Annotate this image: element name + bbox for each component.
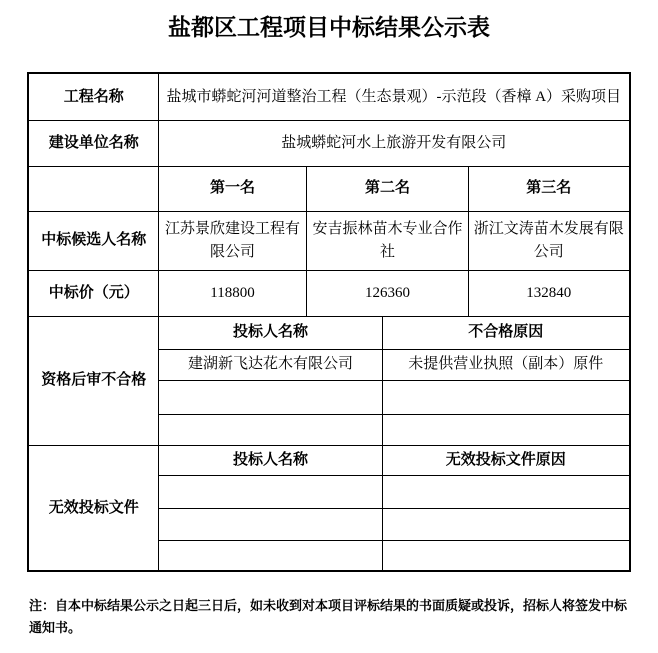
candidate-1-cell: 江苏景欣建设工程有限公司 <box>158 211 306 270</box>
footer-note: 注：自本中标结果公示之日起三日后，如未收到对本项目评标结果的书面质疑或投诉，招标人将签发中标通知书。 <box>29 598 628 635</box>
project-name-value: 盐城市蟒蛇河河道整治工程（生态景观）-示范段（香樟 A）采购项目 <box>158 73 629 120</box>
rank-3-header: 第三名 <box>468 166 629 211</box>
disqualified-bidder-header: 投标人名称 <box>158 316 382 349</box>
candidates-row <box>28 211 629 270</box>
owner-label: 建设单位名称 <box>28 120 158 166</box>
project-name-label: 工程名称 <box>28 73 158 120</box>
invalid-bidder-cell <box>158 540 382 571</box>
rank-header-row <box>28 166 629 211</box>
invalid-header-row <box>28 445 629 475</box>
candidate-2-cell: 安吉振林苗木专业合作社 <box>306 211 468 270</box>
disqualified-bidder-cell <box>158 380 382 414</box>
disqualified-bidder-cell: 建湖新飞达花木有限公司 <box>158 349 382 380</box>
price-row <box>28 270 629 316</box>
price-label: 中标价（元） <box>28 270 158 316</box>
disqualified-header-row <box>28 316 629 349</box>
candidates-label: 中标候选人名称 <box>28 211 158 270</box>
invalid-bidder-cell <box>158 475 382 508</box>
price-1-cell: 118800 <box>158 270 306 316</box>
rank-1-header: 第一名 <box>158 166 306 211</box>
price-2-cell: 126360 <box>306 270 468 316</box>
invalid-reason-header: 无效投标文件原因 <box>382 445 629 475</box>
disqualified-bidder-cell <box>158 414 382 445</box>
disqualified-reason-header: 不合格原因 <box>382 316 629 349</box>
rank-2-header: 第二名 <box>306 166 468 211</box>
invalid-section-label: 无效投标文件 <box>28 445 158 571</box>
price-3-cell: 132840 <box>468 270 629 316</box>
disqualified-reason-cell: 未提供营业执照（副本）原件 <box>382 349 629 380</box>
invalid-reason-cell <box>382 508 629 540</box>
invalid-bidder-header: 投标人名称 <box>158 445 382 475</box>
disqualified-section-label: 资格后审不合格 <box>28 316 158 445</box>
owner-row <box>28 120 629 166</box>
disqualified-reason-cell <box>382 414 629 445</box>
candidate-3-cell: 浙江文涛苗木发展有限公司 <box>468 211 629 270</box>
disqualified-reason-cell <box>382 380 629 414</box>
invalid-reason-cell <box>382 475 629 508</box>
invalid-bidder-cell <box>158 508 382 540</box>
page-title: 盐都区工程项目中标结果公示表 <box>168 15 490 40</box>
bid-result-table <box>27 72 630 572</box>
owner-value: 盐城蟒蛇河水上旅游开发有限公司 <box>158 120 629 166</box>
invalid-reason-cell <box>382 540 629 571</box>
project-name-row <box>28 73 629 120</box>
rank-header-spacer-cell <box>28 166 158 211</box>
